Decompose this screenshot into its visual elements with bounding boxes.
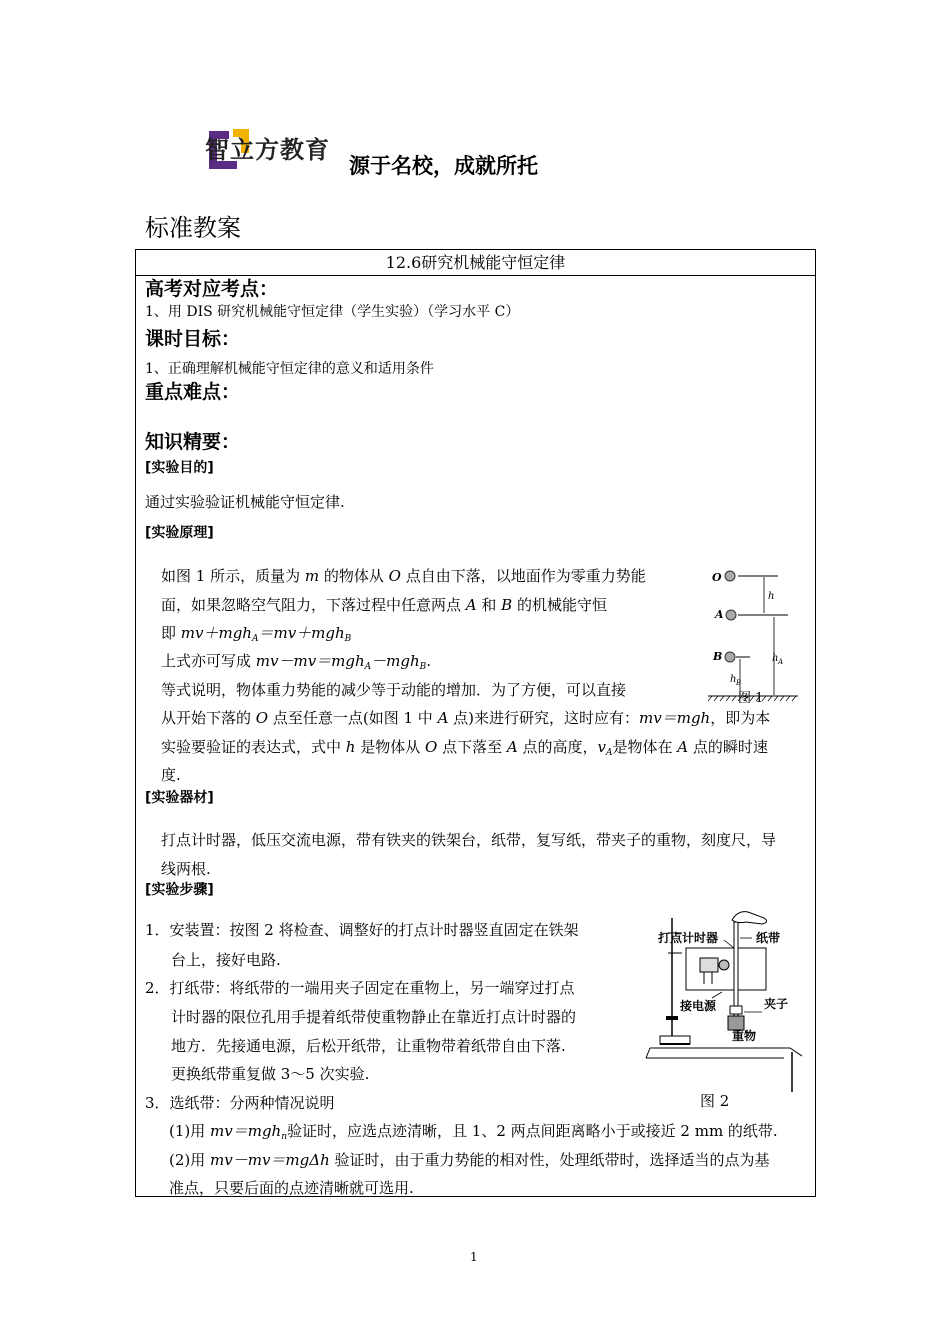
slogan: 源于名校，成就所托 [349, 154, 538, 178]
purpose-text: 通过实验验证机械能守恒定律. [145, 493, 345, 511]
difficulties-heading: 重点难点： [145, 381, 241, 403]
step-line: 2．打纸带：将纸带的一端用夹子固定在重物上，另一端穿过打点 [145, 979, 575, 997]
fig2-label-tape: 纸带 [756, 931, 781, 945]
step-line: 1．安装置：按图 2 将检查、调整好的打点计时器竖直固定在铁架 [145, 921, 579, 939]
fig1-label-ha: h [772, 653, 779, 664]
principle-line: 从开始下落的 O 点至任意一点(如图 1 中 A 点)来进行研究，这时应有：mv＝mgh，即为本 [161, 709, 771, 727]
step-sub-line: (2)用 mv－mv＝mgΔh 验证时，由于重力势能的相对性，处理纸带时，选择适当的点为基 [169, 1151, 770, 1169]
fig1-caption: 图 1 [738, 691, 764, 705]
equation-energy-conservation: 即 mv＋mgh$_A$＝mv＋mgh$_B$ [161, 624, 352, 644]
fig2-label-timer: 打点计时器 [658, 931, 719, 945]
principle-line: 等式说明，物体重力势能的减少等于动能的增加．为了方便，可以直接 [161, 681, 627, 699]
objective-item: 1、正确理解机械能守恒定律的意义和适用条件 [145, 361, 434, 377]
principle-heading: [实验原理] [145, 525, 214, 541]
fig1-label-h: h [768, 591, 775, 602]
step-sub-line: 准点，只要后面的点迹清晰就可选用. [169, 1179, 414, 1197]
fig2-caption: 图 2 [700, 1092, 730, 1110]
step-line: 台上，接好电路. [171, 951, 281, 969]
step-line: 计时器的限位孔用手提着纸带使重物静止在靠近打点计时器的 [171, 1008, 577, 1026]
equation-energy-difference: 上式亦可写成 mv－mv＝mgh$_A$－mgh$_B$. [161, 652, 432, 672]
document-type: 标准教案 [145, 214, 241, 242]
page-number: 1 [470, 1250, 478, 1264]
lesson-title: 12.6研究机械能守恒定律 [136, 250, 815, 276]
fig1-sub-a: A [778, 658, 784, 666]
exam-point-item: 1、用 DIS 研究机械能守恒定律（学生实验）（学习水平 C） [145, 304, 520, 320]
fig1-label-b: B [713, 650, 723, 663]
objectives-heading: 课时目标： [145, 328, 241, 350]
principle-line: 实验要验证的表达式，式中 h 是物体从 O 点下落至 A 点的高度，$v_A$是物体在 A 点的瞬时速 [161, 738, 768, 758]
brand-logo-text: 智立方教育 [205, 136, 330, 164]
step-line: 地方．先接通电源，后松开纸带，让重物带着纸带自由下落. [171, 1037, 566, 1055]
lesson-frame [135, 249, 816, 1197]
figure-2-apparatus-diagram [642, 908, 802, 1118]
equipment-text: 打点计时器，低压交流电源，带有铁夹的铁架台，纸带，复写纸，带夹子的重物，刻度尺，导 [161, 831, 777, 849]
fig2-label-power: 接电源 [680, 999, 717, 1013]
equipment-text: 线两根. [161, 860, 211, 878]
fig2-label-weight: 重物 [732, 1029, 757, 1043]
purpose-heading: [实验目的] [145, 460, 214, 476]
fig2-label-clip: 夹子 [764, 997, 789, 1011]
fig1-label-a: A [715, 608, 724, 621]
step-line: 3．选纸带：分两种情况说明 [145, 1094, 335, 1112]
fig1-label-hb: h [730, 674, 737, 685]
principle-line: 面，如果忽略空气阻力，下落过程中任意两点 A 和 B 的机械能守恒 [161, 596, 607, 614]
fig1-label-o: O [712, 571, 722, 584]
principle-line: 度. [161, 766, 181, 784]
principle-line: 如图 1 所示，质量为 m 的物体从 O 点自由下落，以地面作为零重力势能 [161, 567, 646, 585]
figure-1-free-fall-diagram [708, 565, 810, 705]
fig1-sub-b: B [736, 679, 742, 687]
steps-heading: [实验步骤] [145, 882, 214, 898]
exam-points-heading: 高考对应考点： [145, 278, 279, 300]
knowledge-heading: 知识精要： [145, 431, 241, 453]
step-sub-line: (1)用 mv＝mgh$_n$验证时，应选点迹清晰，且 1、2 两点间距离略小于或接近 2 mm 的纸带. [169, 1122, 778, 1142]
step-line: 更换纸带重复做 3～5 次实验. [171, 1065, 370, 1083]
equipment-heading: [实验器材] [145, 790, 214, 806]
